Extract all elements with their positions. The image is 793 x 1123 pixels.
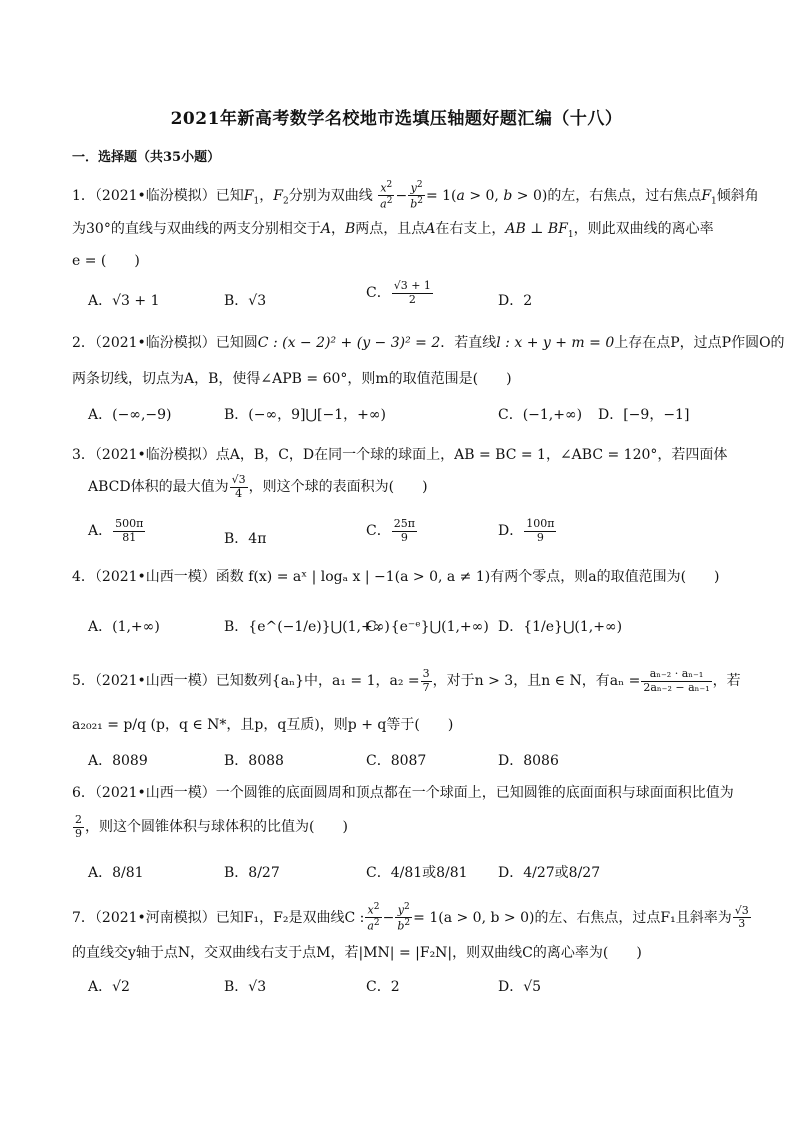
q7-option-c[interactable]: C．2: [366, 979, 400, 995]
q5-line-1: 5．（2021•山西一模）已知数列{aₙ}中，a₁ = 1，a₂ = $\frac{3}{7}$ ，对于n > 3，且n ∈ N，有aₙ = $\frac{\text{aₙ₋₂ · aₙ₋₁}}{\text{2aₙ₋₂ − aₙ₋₁}}$ ，若: [72, 667, 741, 694]
q7-line-1: 7．（2021•河南模拟）已知F₁，F₂是双曲线C : $\frac{x^2}{a^2}$ − $\frac{y^2}{b^2}$ = 1(a > 0, b > 0)的左、右焦点，过点F₁且斜率为 $\frac{√3}{3}$: [72, 902, 749, 933]
document-title: 2021年新高考数学名校地市选填压轴题好题汇编（十八）: [170, 109, 623, 129]
q1-line-2: 为30°的直线与双曲线的两支分别相交于A，B两点，且点A在右支上，AB ⊥ $BF_1$，则此双曲线的离心率: [72, 221, 714, 240]
q5-option-a[interactable]: A．8089: [88, 753, 148, 769]
q1-line-1: 1．（2021•临汾模拟）已知$F_1$，$F_2$分别为双曲线 $\frac{x^2}{a^2}$ − $\frac{y^2}{b^2}$ = 1(a > 0, b > 0)的左，右焦点，过右焦点$F_1$倾斜角: [72, 180, 759, 211]
q6-option-a[interactable]: A．8/81: [88, 865, 144, 881]
q5-option-b[interactable]: B．8088: [224, 753, 284, 769]
q4-option-c[interactable]: C．{e⁻ᵉ}⋃(1,+∞): [366, 619, 489, 635]
q7-option-a[interactable]: A．√2: [88, 979, 130, 995]
q1-option-a[interactable]: A．√3 + 1: [88, 293, 160, 309]
q4-option-d[interactable]: D．{1/e}⋃(1,+∞): [498, 619, 623, 635]
q1-option-b[interactable]: B．√3: [224, 293, 267, 309]
q6-option-c[interactable]: C．4/81或8/81: [366, 865, 468, 881]
q2-option-a[interactable]: A．(−∞,−9): [88, 407, 172, 423]
q4-option-a[interactable]: A．(1,+∞): [88, 619, 160, 635]
q4-line-1: 4．（2021•山西一模）函数 f(x) = aˣ | logₐ x | −1(a > 0, a ≠ 1)有两个零点，则a的取值范围为( ): [72, 569, 720, 585]
q2-line-1: 2．（2021•临汾模拟）已知圆C : (x − 2)² + (y − 3)² = 2．若直线l : x + y + m = 0上存在点P，过点P作圆O的: [72, 335, 785, 351]
q6-option-b[interactable]: B．8/27: [224, 865, 280, 881]
q6-option-d[interactable]: D．4/27或8/27: [498, 865, 601, 881]
q2-option-b[interactable]: B．(−∞，9]⋃[−1，+∞): [224, 407, 386, 423]
q3-option-c[interactable]: C． $\frac{25\pi}{9}$: [366, 517, 415, 544]
q6-line-2: $\frac{2}{9}$ ，则这个圆锥体积与球体积的比值为( ): [75, 813, 348, 840]
q7-line-2: 的直线交y轴于点N，交双曲线右支于点M，若|MN| = |F₂N|，则双曲线C的离心率为( ): [72, 945, 642, 961]
q3-line-2: ABCD体积的最大值为 $\frac{√3}{4}$ ，则这个球的表面积为( ): [88, 473, 428, 500]
q2-option-c[interactable]: C．(−1,+∞): [498, 407, 583, 423]
q2-option-d[interactable]: D．[−9，−1]: [598, 407, 690, 423]
q1-option-d[interactable]: D．2: [498, 293, 533, 309]
q5-line-2: a₂₀₂₁ = p/q (p，q ∈ N*，且p，q互质)，则p + q等于( ): [72, 717, 454, 733]
q3-option-d[interactable]: D． $\frac{100\pi}{9}$: [498, 517, 555, 544]
q1-hyperbola-x: $\frac{x^2}{a^2}$: [380, 180, 393, 211]
q1-option-c[interactable]: C． $\frac{√3 + 1}{2}$: [366, 279, 431, 306]
q5-option-c[interactable]: C．8087: [366, 753, 427, 769]
q7-option-d[interactable]: D．√5: [498, 979, 542, 995]
q1-line-3: e = ( ): [72, 253, 140, 269]
q3-option-b[interactable]: B．4π: [224, 531, 267, 547]
q7-option-b[interactable]: B．√3: [224, 979, 267, 995]
q1-hyperbola-y: $\frac{y^2}{b^2}$: [410, 180, 423, 211]
q5-option-d[interactable]: D．8086: [498, 753, 559, 769]
q2-line-2: 两条切线，切点为A，B，使得∠APB = 60°，则m的取值范围是( ): [72, 371, 512, 387]
q3-line-1: 3．（2021•临汾模拟）点A，B，C，D在同一个球的球面上，AB = BC = 1，∠ABC = 120°，若四面体: [72, 447, 728, 463]
q4-option-b[interactable]: B．{e^(−1/e)}⋃(1,+∞): [224, 619, 390, 635]
q3-option-a[interactable]: A． $\frac{500\pi}{81}$: [88, 517, 144, 544]
q6-line-1: 6．（2021•山西一模）一个圆锥的底面圆周和顶点都在一个球面上，已知圆锥的底面面积与球面面积比值为: [72, 785, 734, 801]
section-heading: 一．选择题（共35小题）: [72, 150, 221, 165]
